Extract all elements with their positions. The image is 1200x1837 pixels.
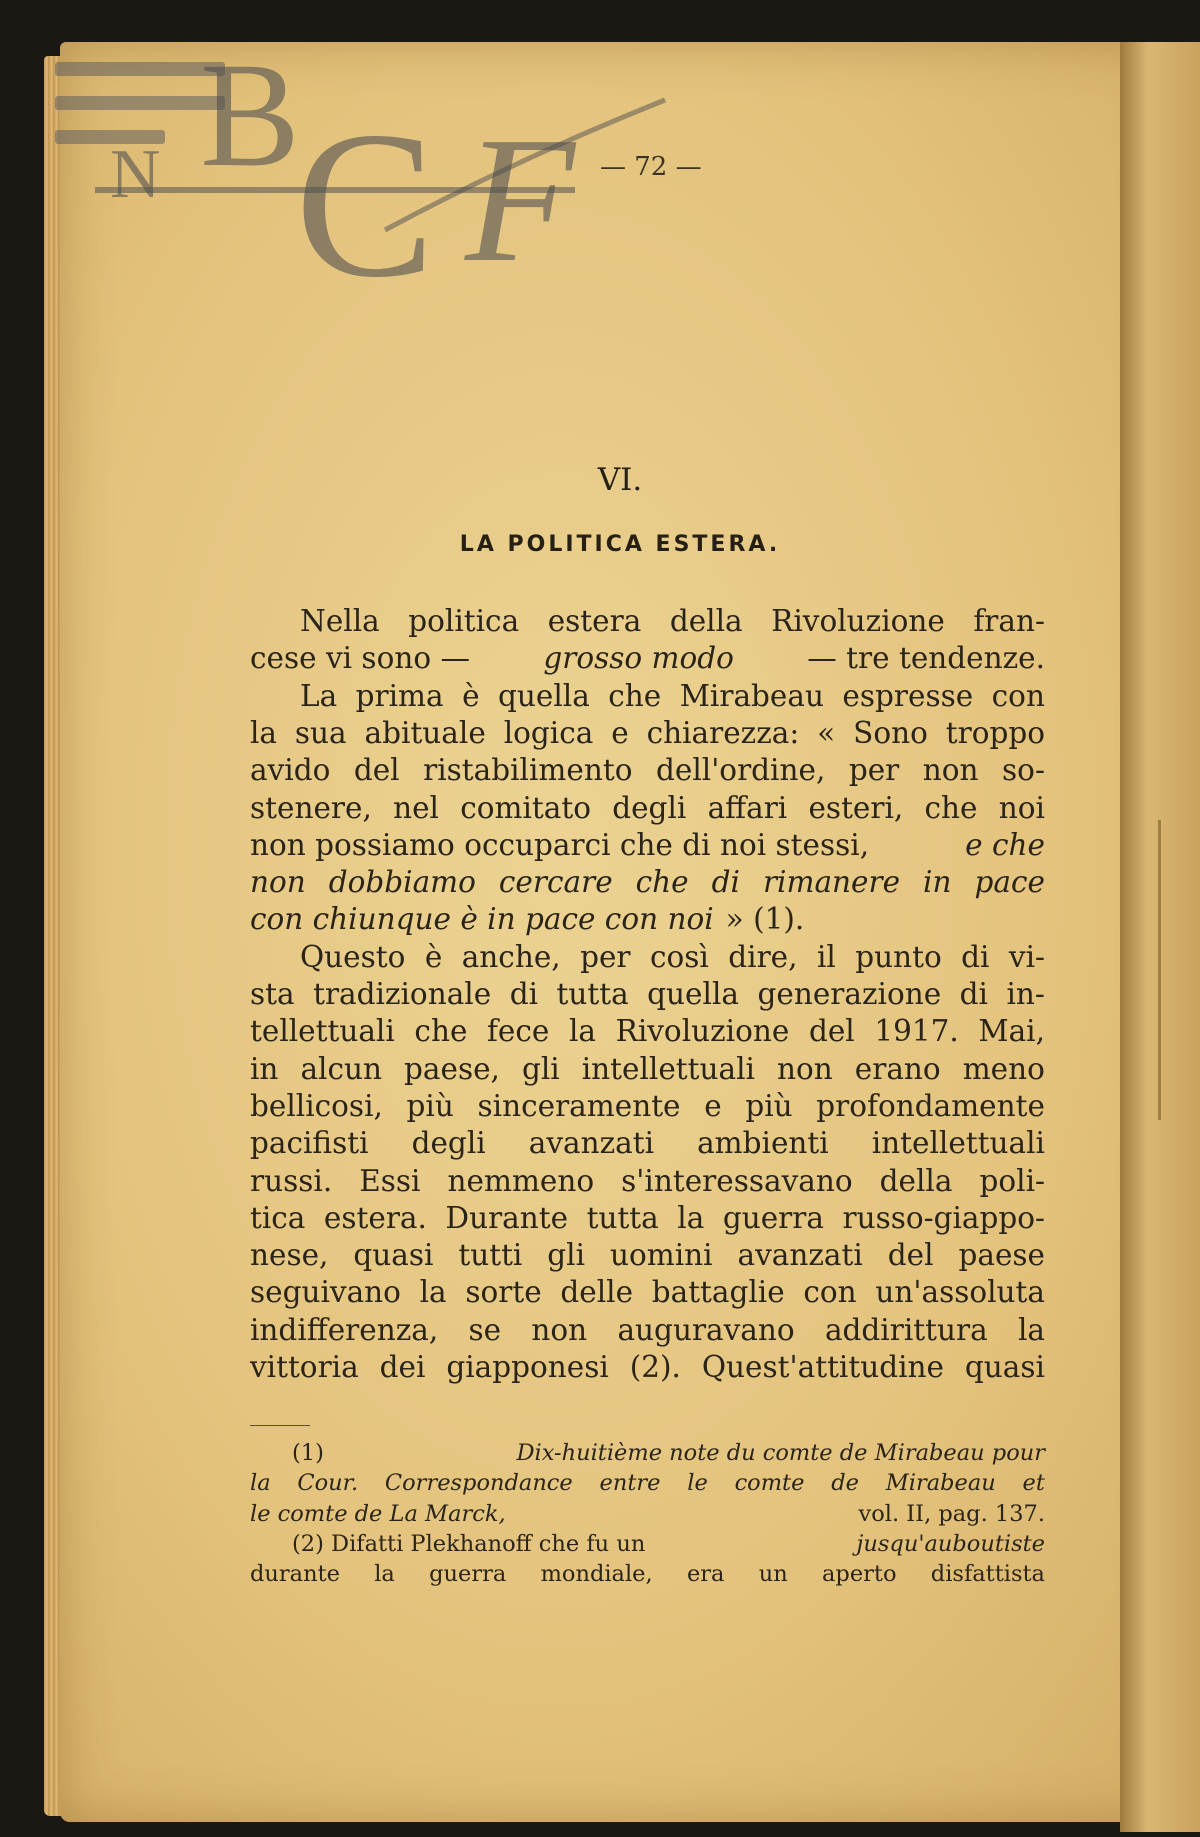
text-run: e che xyxy=(965,827,1045,862)
word: del xyxy=(353,753,400,788)
word: Durante xyxy=(445,1200,569,1235)
word: indifferenza, xyxy=(250,1312,439,1347)
word: la xyxy=(1017,1312,1045,1347)
word: con xyxy=(803,1275,857,1310)
word: pace xyxy=(974,865,1045,900)
library-watermark-logo xyxy=(55,32,695,330)
word: guerra xyxy=(722,1200,824,1235)
word: de xyxy=(831,1470,859,1497)
word: cercare xyxy=(498,865,613,900)
word: Cour. xyxy=(297,1470,359,1497)
word: disfattista xyxy=(930,1561,1045,1588)
word: era xyxy=(686,1561,725,1588)
word: estera. xyxy=(323,1200,427,1235)
word: Questo xyxy=(300,939,406,974)
word: estera xyxy=(547,604,642,638)
word: la xyxy=(250,1470,271,1497)
word: Sono xyxy=(853,715,928,750)
text-run: Dix-huitième note du comte de Mirabeau pour xyxy=(516,1440,1045,1466)
text-run: (1) xyxy=(292,1440,324,1466)
word: per xyxy=(580,939,631,974)
word: paese, xyxy=(404,1051,500,1086)
word: la xyxy=(374,1561,395,1588)
word: paese xyxy=(958,1238,1045,1273)
text-run: grosso modo xyxy=(543,641,734,676)
word: delle xyxy=(560,1275,634,1310)
word: intellettuali xyxy=(871,1126,1045,1161)
word: auguravano xyxy=(617,1312,795,1347)
word: nemmeno xyxy=(447,1163,595,1198)
word: degli xyxy=(411,1126,486,1161)
word: tica xyxy=(250,1200,306,1235)
word: uomini xyxy=(610,1238,713,1273)
word: « xyxy=(817,715,836,750)
word: così xyxy=(649,939,709,974)
word: non xyxy=(776,1051,833,1086)
text-line xyxy=(250,1162,1045,1200)
word: per xyxy=(848,753,900,788)
word: non xyxy=(250,865,306,900)
text-line xyxy=(250,1311,1045,1349)
word: La xyxy=(300,678,338,713)
word: avanzati xyxy=(737,1238,863,1273)
word: del xyxy=(808,1014,855,1049)
word: avido xyxy=(250,753,331,788)
text-line xyxy=(250,938,1045,976)
text-line xyxy=(250,1012,1045,1050)
word: Mirabeau xyxy=(885,1470,996,1497)
text-run: con chiunque è in pace con noi xyxy=(250,902,714,937)
word: battaglie xyxy=(651,1275,785,1310)
text-run: » (1). xyxy=(725,902,805,937)
text-line xyxy=(250,677,1045,715)
text-line xyxy=(250,789,1045,827)
word: meno xyxy=(962,1051,1045,1086)
binding-thread xyxy=(1158,820,1161,1120)
word: comte xyxy=(734,1470,805,1497)
text-line xyxy=(250,751,1045,789)
word: sinceramente xyxy=(477,1088,681,1123)
word: Rivoluzione xyxy=(615,1014,790,1049)
word: è xyxy=(424,939,443,974)
text-line xyxy=(250,602,1045,640)
word: stenere, xyxy=(250,790,372,825)
footnote-line xyxy=(250,1499,1045,1530)
word: dire, xyxy=(728,939,798,974)
word: espresse xyxy=(842,678,974,713)
word: che xyxy=(608,678,662,713)
word: logica xyxy=(503,715,594,750)
word: è xyxy=(462,678,480,713)
word: entre xyxy=(599,1470,661,1497)
word: vittoria xyxy=(250,1350,359,1384)
word: tradizionale xyxy=(313,977,492,1011)
word: di xyxy=(959,977,988,1011)
text-run: le comte de La Marck, xyxy=(250,1500,506,1527)
text-line xyxy=(250,639,1045,677)
word: non xyxy=(922,753,979,788)
footnote-divider xyxy=(250,1425,310,1426)
word: Essi xyxy=(359,1163,421,1198)
word: del xyxy=(887,1238,934,1273)
word: sua xyxy=(294,715,347,750)
word: degli xyxy=(612,790,687,825)
word: le xyxy=(687,1470,708,1497)
word: in xyxy=(250,1051,279,1086)
word: politica xyxy=(408,604,520,638)
word: che xyxy=(924,790,978,825)
word: et xyxy=(1022,1470,1045,1497)
word: abituale xyxy=(364,715,486,750)
word: di xyxy=(961,939,990,974)
text-line xyxy=(250,1124,1045,1162)
word: un'assoluta xyxy=(875,1275,1045,1310)
word: in- xyxy=(1006,977,1045,1011)
word: avanzati xyxy=(528,1126,655,1161)
word: e xyxy=(704,1088,722,1123)
word: Rivoluzione xyxy=(771,604,945,638)
text-line xyxy=(250,1273,1045,1311)
word: non xyxy=(531,1312,588,1347)
word: Quest'attitudine xyxy=(701,1350,944,1384)
word: dell'ordine, xyxy=(655,753,826,788)
word: s'interessavano xyxy=(621,1163,853,1198)
word: ambienti xyxy=(697,1126,829,1161)
word: gli xyxy=(521,1051,560,1086)
word: la xyxy=(250,715,278,750)
word: comitato xyxy=(460,790,591,825)
footnote-line xyxy=(250,1438,1045,1469)
word: con xyxy=(991,678,1045,713)
word: che xyxy=(414,1014,468,1049)
footnote-line xyxy=(250,1559,1045,1590)
word: noi xyxy=(998,790,1045,825)
word: russi. xyxy=(250,1163,333,1198)
text-line xyxy=(250,975,1045,1013)
word: (2). xyxy=(629,1350,681,1384)
watermark-letter-n: N xyxy=(110,136,161,213)
word: Mai, xyxy=(978,1014,1045,1049)
word: fran- xyxy=(973,604,1045,638)
word: guerra xyxy=(429,1561,507,1588)
footnote-line xyxy=(250,1529,1045,1560)
word: generazione xyxy=(757,977,942,1011)
word: tellettuali xyxy=(250,1014,395,1049)
word: se xyxy=(468,1312,502,1347)
watermark-swash xyxy=(55,32,695,330)
word: quasi xyxy=(353,1238,434,1273)
word: Correspondance xyxy=(384,1470,573,1497)
text-line xyxy=(250,1050,1045,1088)
word: più xyxy=(745,1088,793,1123)
text-line xyxy=(250,863,1045,901)
footnote-line xyxy=(250,1468,1045,1499)
text-line xyxy=(250,714,1045,752)
word: quasi xyxy=(964,1350,1045,1384)
word: giapponesi xyxy=(446,1350,609,1384)
word: Mirabeau xyxy=(679,678,824,713)
word: affari xyxy=(707,790,788,825)
word: 1917. xyxy=(874,1014,959,1049)
watermark-letter-b: B xyxy=(200,32,301,198)
word: intellettuali xyxy=(581,1051,755,1086)
word: il xyxy=(816,939,836,974)
word: alcun xyxy=(300,1051,382,1086)
word: la xyxy=(568,1014,597,1049)
word: prima xyxy=(355,678,444,713)
word: tutti xyxy=(458,1238,523,1273)
word: la xyxy=(419,1275,447,1310)
text-run: non possiamo occuparci che di noi stessi, xyxy=(250,827,870,862)
word: Nella xyxy=(300,604,380,638)
word: un xyxy=(758,1561,788,1588)
word: sta xyxy=(250,977,295,1011)
word: gli xyxy=(547,1238,586,1273)
word: quella xyxy=(647,977,739,1011)
word: mondiale, xyxy=(540,1561,653,1588)
word: vi- xyxy=(1008,939,1045,974)
text-line xyxy=(250,1199,1045,1237)
text-run: (2) Difatti Plekhanoff che fu un xyxy=(292,1530,646,1557)
word: so- xyxy=(1002,753,1045,788)
word: quella xyxy=(498,678,590,713)
word: addirittura xyxy=(824,1312,988,1347)
chapter-title: LA POLITICA ESTERA. xyxy=(459,532,781,557)
word: profondamente xyxy=(816,1088,1045,1123)
word: russo-giappo- xyxy=(842,1200,1045,1235)
text-line xyxy=(250,1236,1045,1274)
chapter-number: VI. xyxy=(597,462,643,498)
word: dei xyxy=(379,1350,426,1384)
word: della xyxy=(669,604,743,638)
word: più xyxy=(406,1088,454,1123)
word: rimanere xyxy=(762,865,901,900)
word: durante xyxy=(250,1561,340,1588)
word: aperto xyxy=(822,1561,897,1588)
watermark-letter-c: C xyxy=(295,89,436,321)
word: ristabilimento xyxy=(423,753,633,788)
word: troppo xyxy=(945,715,1045,750)
text-line xyxy=(250,1348,1045,1386)
text-line xyxy=(250,1087,1045,1125)
word: di xyxy=(509,977,539,1011)
word: nel xyxy=(393,790,439,825)
text-line xyxy=(250,826,1045,864)
word: chiarezza: xyxy=(646,715,800,750)
word: punto xyxy=(855,939,942,974)
word: nese, xyxy=(250,1238,329,1273)
word: esteri, xyxy=(808,790,904,825)
word: poli- xyxy=(979,1163,1045,1198)
word: seguivano xyxy=(250,1275,401,1310)
watermark-letter-f: F xyxy=(465,100,575,299)
word: tutta xyxy=(586,1200,659,1235)
word: pacifisti xyxy=(250,1126,369,1161)
word: dobbiamo xyxy=(328,865,476,900)
word: fece xyxy=(487,1014,550,1049)
word: erano xyxy=(854,1051,941,1086)
word: la xyxy=(677,1200,705,1235)
word: tutta xyxy=(556,977,629,1011)
word: della xyxy=(879,1163,953,1198)
word: anche, xyxy=(461,939,561,974)
word: di xyxy=(711,865,740,900)
word: e xyxy=(611,715,629,750)
word: in xyxy=(923,865,952,900)
word: sorte xyxy=(465,1275,542,1310)
text-run: jusqu'auboutiste xyxy=(856,1530,1045,1557)
text-run: — tre tendenze. xyxy=(807,641,1045,676)
text-line xyxy=(250,900,1045,938)
word: bellicosi, xyxy=(250,1088,383,1123)
word: che xyxy=(635,865,689,900)
page-number: — 72 — xyxy=(600,152,702,182)
text-run: vol. II, pag. 137. xyxy=(858,1500,1045,1527)
text-run: cese vi sono — xyxy=(250,641,470,676)
